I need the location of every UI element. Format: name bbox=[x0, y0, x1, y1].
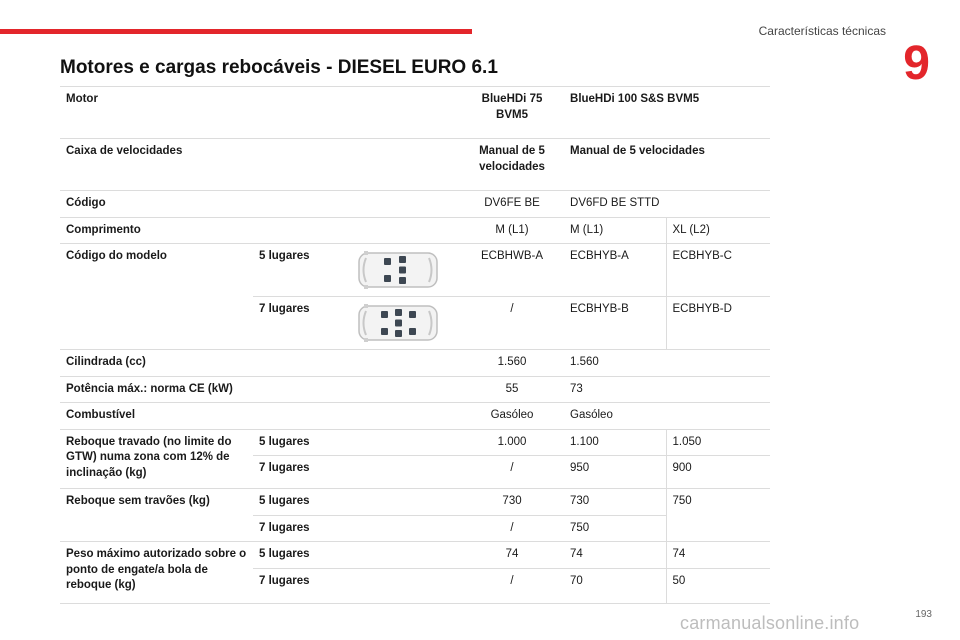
cell-value: DV6FE BE bbox=[460, 191, 564, 218]
seats-label: 7 lugares bbox=[253, 568, 460, 603]
cell-value: 730 bbox=[460, 489, 564, 516]
watermark: carmanualsonline.info bbox=[680, 613, 860, 633]
cell-value: / bbox=[460, 515, 564, 542]
table-row-length bbox=[60, 217, 770, 244]
cell-value: M (L1) bbox=[460, 217, 564, 244]
table-row-displacement bbox=[60, 350, 770, 377]
row-label: Combustível bbox=[60, 403, 460, 430]
row-label: Cilindrada (cc) bbox=[60, 350, 460, 377]
cell-value: 74 bbox=[666, 542, 770, 569]
table-row-fuel bbox=[60, 403, 770, 430]
seats-label: 7 lugares bbox=[253, 456, 460, 489]
cell-value: 50 bbox=[666, 568, 770, 603]
cell-value: 750 bbox=[666, 489, 770, 542]
cell-value: ECBHYB-B bbox=[564, 297, 666, 350]
cell-value: XL (L2) bbox=[666, 217, 770, 244]
cell-value: ECBHYB-D bbox=[666, 297, 770, 350]
cell-value: 1.560 bbox=[460, 350, 564, 377]
seat-layout-5-image bbox=[350, 244, 460, 297]
cell-value: ECBHWB-A bbox=[460, 244, 564, 297]
cell-value: 1.000 bbox=[460, 429, 564, 456]
cell-value: 73 bbox=[564, 376, 770, 403]
table-row-model-code-5 bbox=[60, 244, 770, 297]
cell-value: BlueHDi 75 BVM5 bbox=[460, 87, 564, 139]
cell-value: 730 bbox=[564, 489, 666, 516]
cell-value: 750 bbox=[564, 515, 666, 542]
table-row-nose-weight-5 bbox=[60, 542, 770, 569]
car-5-seats-icon bbox=[356, 249, 440, 291]
row-label: Caixa de velocidades bbox=[60, 139, 460, 191]
table-row-power bbox=[60, 376, 770, 403]
cell-value: 74 bbox=[460, 542, 564, 569]
row-label: Motor bbox=[60, 87, 460, 139]
table-row-braked-towing-5 bbox=[60, 429, 770, 456]
seats-label: 5 lugares bbox=[253, 542, 460, 569]
cell-value: 70 bbox=[564, 568, 666, 603]
cell-value: ECBHYB-A bbox=[564, 244, 666, 297]
header-accent-bar bbox=[0, 29, 472, 34]
cell-value: Manual de 5 velocidades bbox=[460, 139, 564, 191]
seats-label: 7 lugares bbox=[253, 297, 350, 350]
seats-label: 5 lugares bbox=[253, 244, 350, 297]
row-label: Reboque travado (no limite do GTW) numa zona com 12% de inclinação (kg) bbox=[60, 429, 253, 489]
table-row-unbraked-towing-5 bbox=[60, 489, 770, 516]
cell-value: DV6FD BE STTD bbox=[564, 191, 770, 218]
row-label: Potência máx.: norma CE (kW) bbox=[60, 376, 460, 403]
seats-label: 5 lugares bbox=[253, 489, 460, 516]
page-number: 193 bbox=[915, 609, 932, 620]
cell-value: Manual de 5 velocidades bbox=[564, 139, 770, 191]
cell-value: / bbox=[460, 568, 564, 603]
table-row-motor bbox=[60, 87, 770, 139]
cell-value: 55 bbox=[460, 376, 564, 403]
table-row-gearbox bbox=[60, 139, 770, 191]
cell-value: 1.100 bbox=[564, 429, 666, 456]
seats-label: 5 lugares bbox=[253, 429, 460, 456]
row-label: Reboque sem travões (kg) bbox=[60, 489, 253, 542]
cell-value: ECBHYB-C bbox=[666, 244, 770, 297]
section-title: Características técnicas bbox=[758, 24, 886, 38]
row-label: Código bbox=[60, 191, 460, 218]
cell-value: 1.560 bbox=[564, 350, 770, 377]
cell-value: 74 bbox=[564, 542, 666, 569]
cell-value: Gasóleo bbox=[460, 403, 564, 430]
cell-value: / bbox=[460, 456, 564, 489]
page-title: Motores e cargas rebocáveis - DIESEL EURO 6.1 bbox=[60, 57, 498, 78]
row-label: Comprimento bbox=[60, 217, 460, 244]
cell-value: 950 bbox=[564, 456, 666, 489]
row-label: Código do modelo bbox=[60, 244, 253, 350]
seat-layout-7-image bbox=[350, 297, 460, 350]
cell-value: 900 bbox=[666, 456, 770, 489]
cell-value: / bbox=[460, 297, 564, 350]
chapter-number: 9 bbox=[903, 37, 930, 90]
table-row-code bbox=[60, 191, 770, 218]
cell-value: Gasóleo bbox=[564, 403, 770, 430]
car-7-seats-icon bbox=[356, 302, 440, 344]
seats-label: 7 lugares bbox=[253, 515, 460, 542]
cell-value: 1.050 bbox=[666, 429, 770, 456]
cell-value: M (L1) bbox=[564, 217, 666, 244]
engine-spec-table bbox=[60, 86, 770, 604]
cell-value: BlueHDi 100 S&S BVM5 bbox=[564, 87, 770, 139]
row-label: Peso máximo autorizado sobre o ponto de engate/a bola de reboque (kg) bbox=[60, 542, 253, 604]
